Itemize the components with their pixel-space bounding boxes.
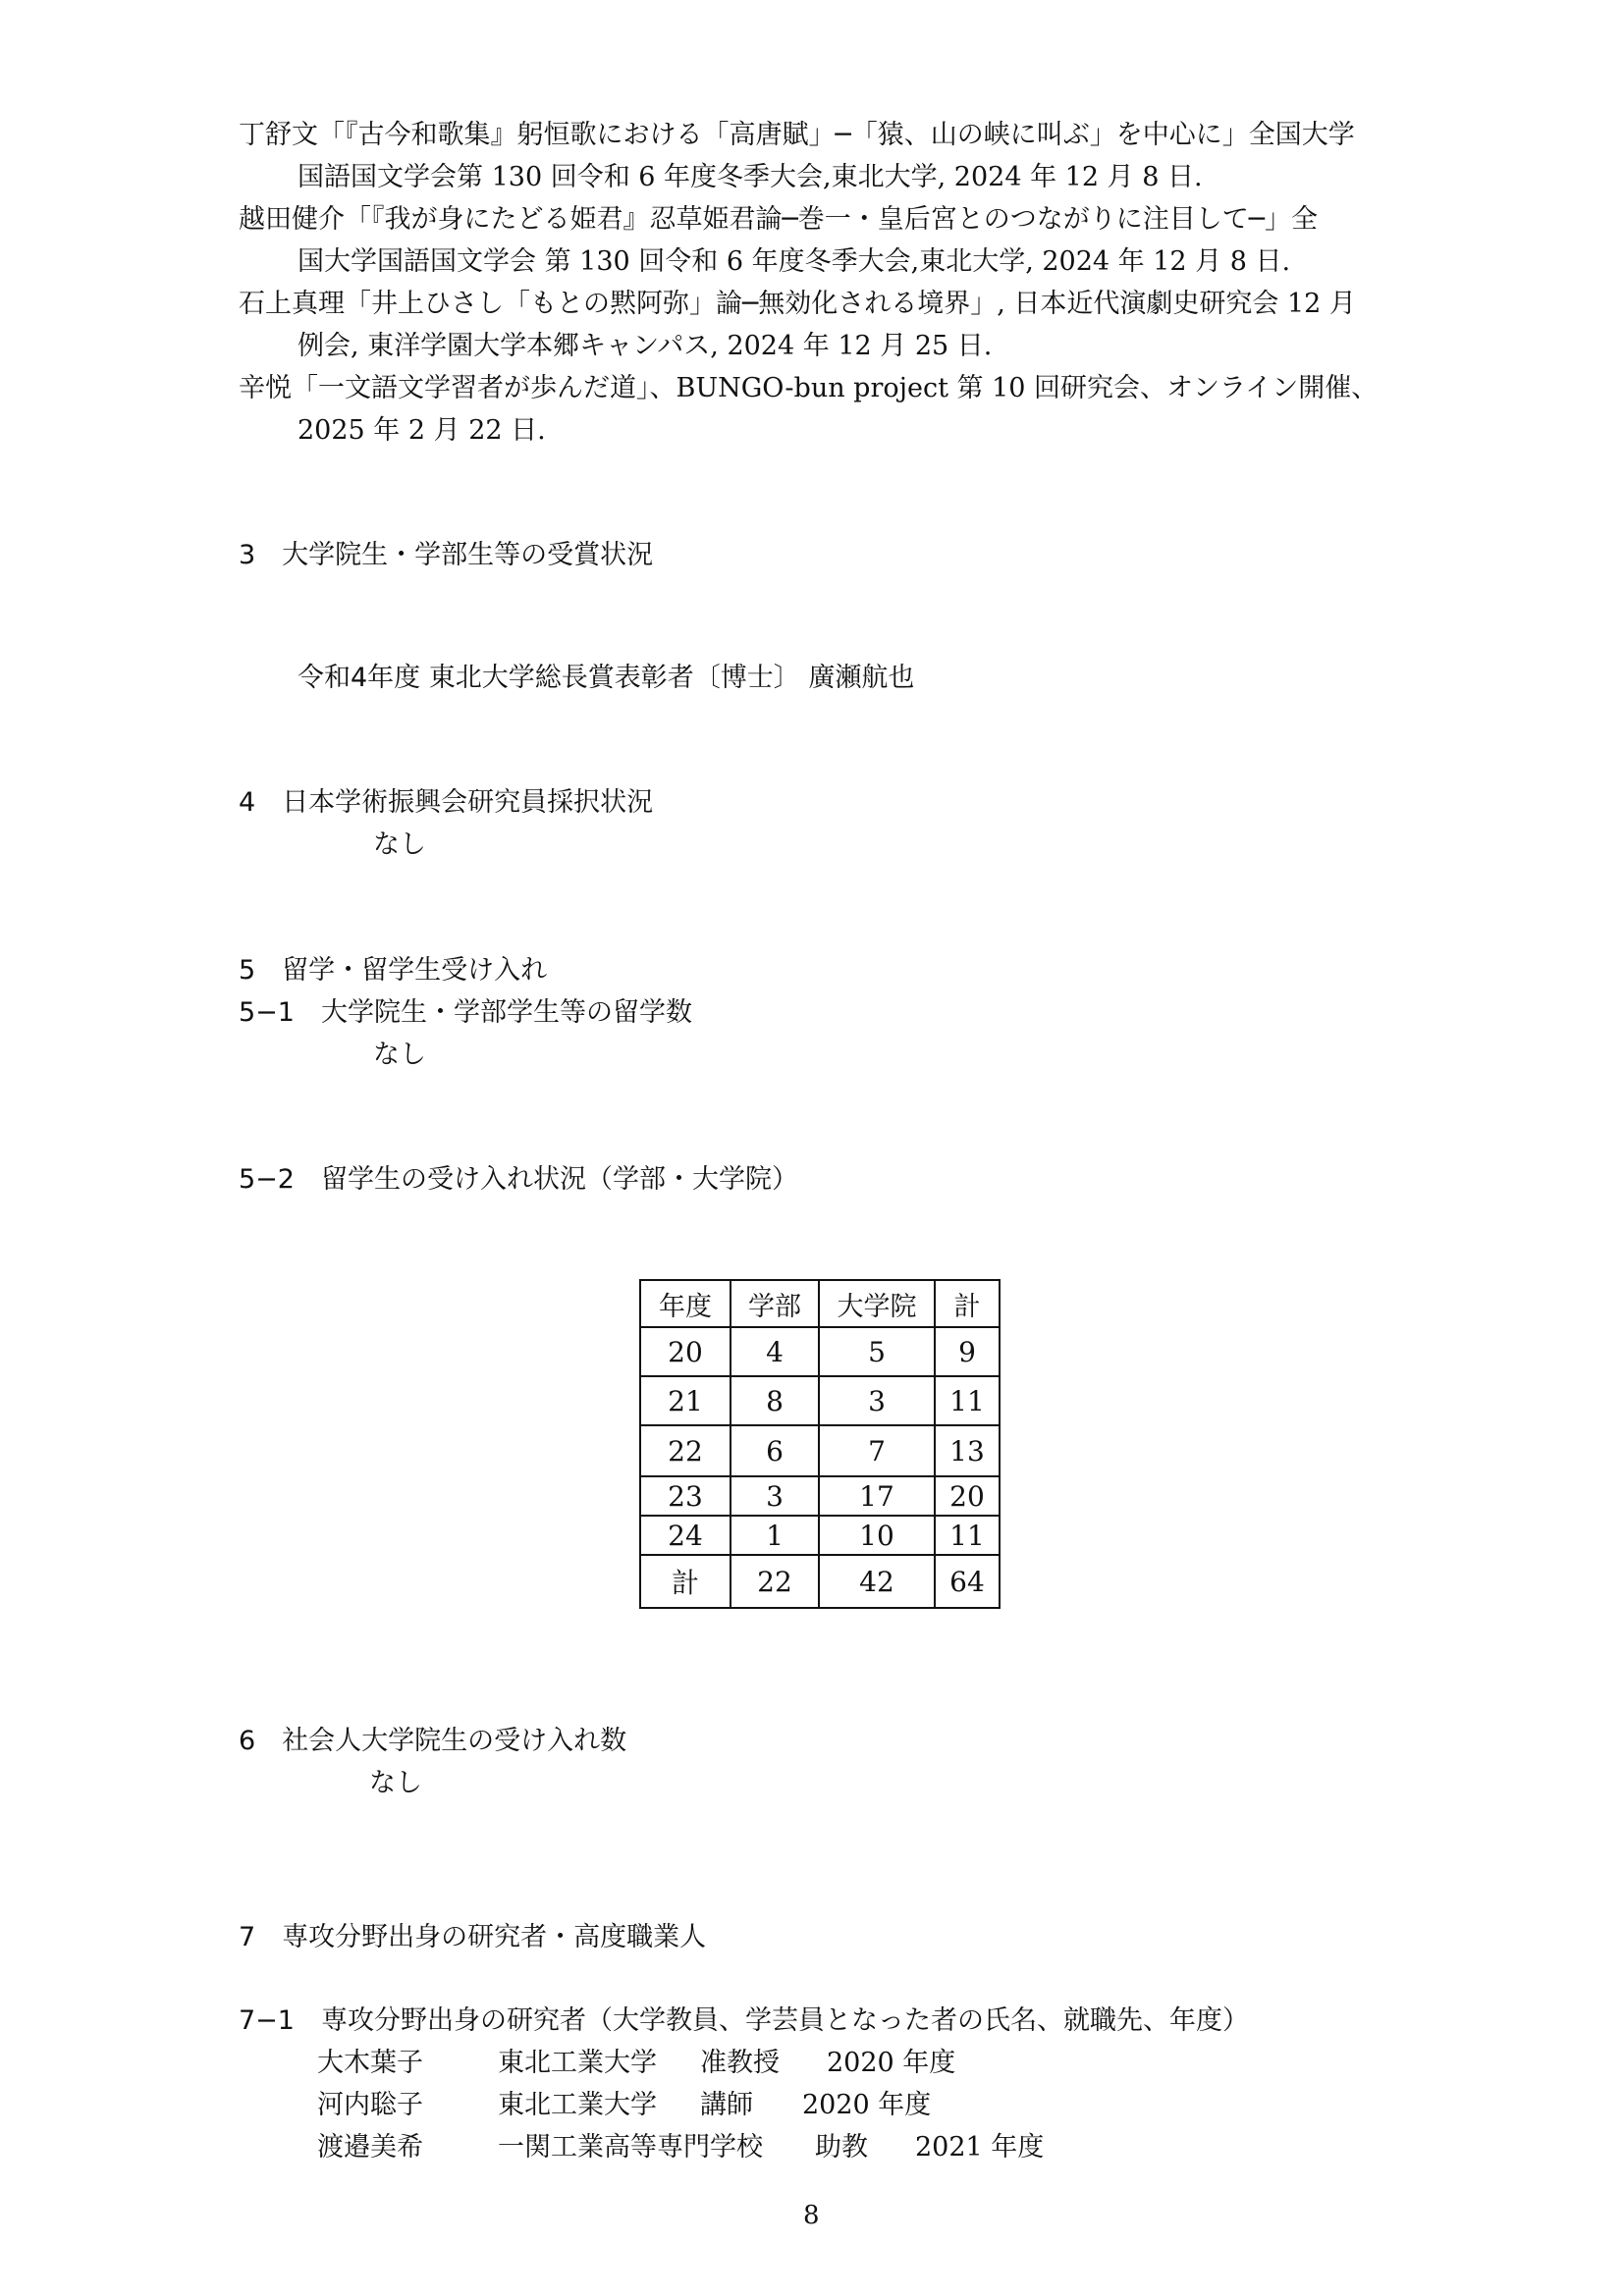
researcher-position: 助教 — [815, 2132, 868, 2163]
column-header: 年度 — [640, 1280, 731, 1327]
table-cell: 13 — [935, 1425, 1000, 1476]
researcher-name: 渡邉美希 — [317, 2132, 423, 2163]
section-6-body: なし — [369, 1768, 422, 1798]
section-3-heading: 3 大学院生・学部生等の受賞状況 — [239, 540, 654, 570]
table-cell: 17 — [819, 1476, 935, 1516]
table-row — [640, 1476, 1000, 1516]
presentation-line: 石上真理「井上ひさし「もとの黙阿弥」論─無効化される境界」, 日本近代演劇史研究会 12 月 — [239, 289, 1356, 319]
award-entry: 令和4年度 東北大学総長賞表彰者〔博士〕 廣瀬航也 — [298, 663, 915, 693]
international-students-table — [639, 1279, 1001, 1609]
presentation-line: 越田健介「『我が身にたどる姫君』忍草姫君論─巻一・皇后宮とのつながりに注目して─」全 — [239, 204, 1319, 235]
table-header-row — [640, 1280, 1000, 1327]
table-cell: 1 — [731, 1516, 819, 1555]
presentation-line: 2025 年 2 月 22 日. — [298, 415, 546, 446]
researcher-name: 大木葉子 — [317, 2048, 423, 2078]
table-row — [640, 1376, 1000, 1425]
table-cell: 20 — [640, 1327, 731, 1376]
table-cell: 11 — [935, 1516, 1000, 1555]
section-4-body: なし — [373, 829, 426, 860]
researcher-year: 2021 年度 — [915, 2132, 1045, 2163]
researcher-name: 河内聡子 — [317, 2090, 423, 2120]
table-cell: 8 — [731, 1376, 819, 1425]
table-cell: 計 — [640, 1555, 731, 1608]
presentation-line: 丁舒文「『古今和歌集』躬恒歌における「高唐賦」─「猿、山の峡に叫ぶ」を中心に」全国大学 — [239, 120, 1355, 150]
column-header: 大学院 — [819, 1280, 935, 1327]
table-cell: 7 — [819, 1425, 935, 1476]
section-5-1-body: なし — [373, 1040, 426, 1070]
researcher-affiliation: 東北工業大学 — [498, 2048, 657, 2078]
column-header: 学部 — [731, 1280, 819, 1327]
table-cell: 4 — [731, 1327, 819, 1376]
presentation-line: 例会, 東洋学園大学本郷キャンパス, 2024 年 12 月 25 日. — [298, 331, 993, 361]
researcher-position: 准教授 — [700, 2048, 780, 2078]
presentation-line: 辛悦「一文語文学習者が歩んだ道」、BUNGO-bun project 第 10 回研究会、オンライン開催、 — [239, 373, 1379, 403]
section-4-heading: 4 日本学術振興会研究員採択状況 — [239, 787, 654, 818]
table-row — [640, 1327, 1000, 1376]
section-6-heading: 6 社会人大学院生の受け入れ数 — [239, 1726, 627, 1756]
section-5-2-heading: 5−2 留学生の受け入れ状況（学部・大学院） — [239, 1164, 798, 1195]
presentation-line: 国語国文学会第 130 回令和 6 年度冬季大会,東北大学, 2024 年 12 月 8 日. — [298, 162, 1203, 192]
table-cell: 9 — [935, 1327, 1000, 1376]
page-number: 8 — [803, 2201, 820, 2230]
table-cell: 11 — [935, 1376, 1000, 1425]
table-cell: 3 — [731, 1476, 819, 1516]
table-row — [640, 1425, 1000, 1476]
table-cell: 21 — [640, 1376, 731, 1425]
table-cell: 3 — [819, 1376, 935, 1425]
table-total-row — [640, 1555, 1000, 1608]
table-cell: 42 — [819, 1555, 935, 1608]
table-cell: 24 — [640, 1516, 731, 1555]
table-row — [640, 1516, 1000, 1555]
researcher-affiliation: 東北工業大学 — [498, 2090, 657, 2120]
table-cell: 22 — [640, 1425, 731, 1476]
column-header: 計 — [935, 1280, 1000, 1327]
researcher-year: 2020 年度 — [802, 2090, 932, 2120]
section-7-heading: 7 専攻分野出身の研究者・高度職業人 — [239, 1922, 707, 1952]
presentation-line: 国大学国語国文学会 第 130 回令和 6 年度冬季大会,東北大学, 2024 年 12 月 8 日. — [298, 246, 1291, 277]
table-cell: 23 — [640, 1476, 731, 1516]
table-cell: 5 — [819, 1327, 935, 1376]
table-cell: 10 — [819, 1516, 935, 1555]
table-cell: 6 — [731, 1425, 819, 1476]
researcher-year: 2020 年度 — [827, 2048, 956, 2078]
table-cell: 64 — [935, 1555, 1000, 1608]
researcher-position: 講師 — [700, 2090, 753, 2120]
researcher-affiliation: 一関工業高等専門学校 — [498, 2132, 763, 2163]
section-7-1-heading: 7−1 専攻分野出身の研究者（大学教員、学芸員となった者の氏名、就職先、年度） — [239, 2005, 1249, 2036]
table-cell: 22 — [731, 1555, 819, 1608]
section-5-heading: 5 留学・留学生受け入れ — [239, 955, 548, 986]
section-5-1-heading: 5−1 大学院生・学部学生等の留学数 — [239, 997, 692, 1028]
table-cell: 20 — [935, 1476, 1000, 1516]
